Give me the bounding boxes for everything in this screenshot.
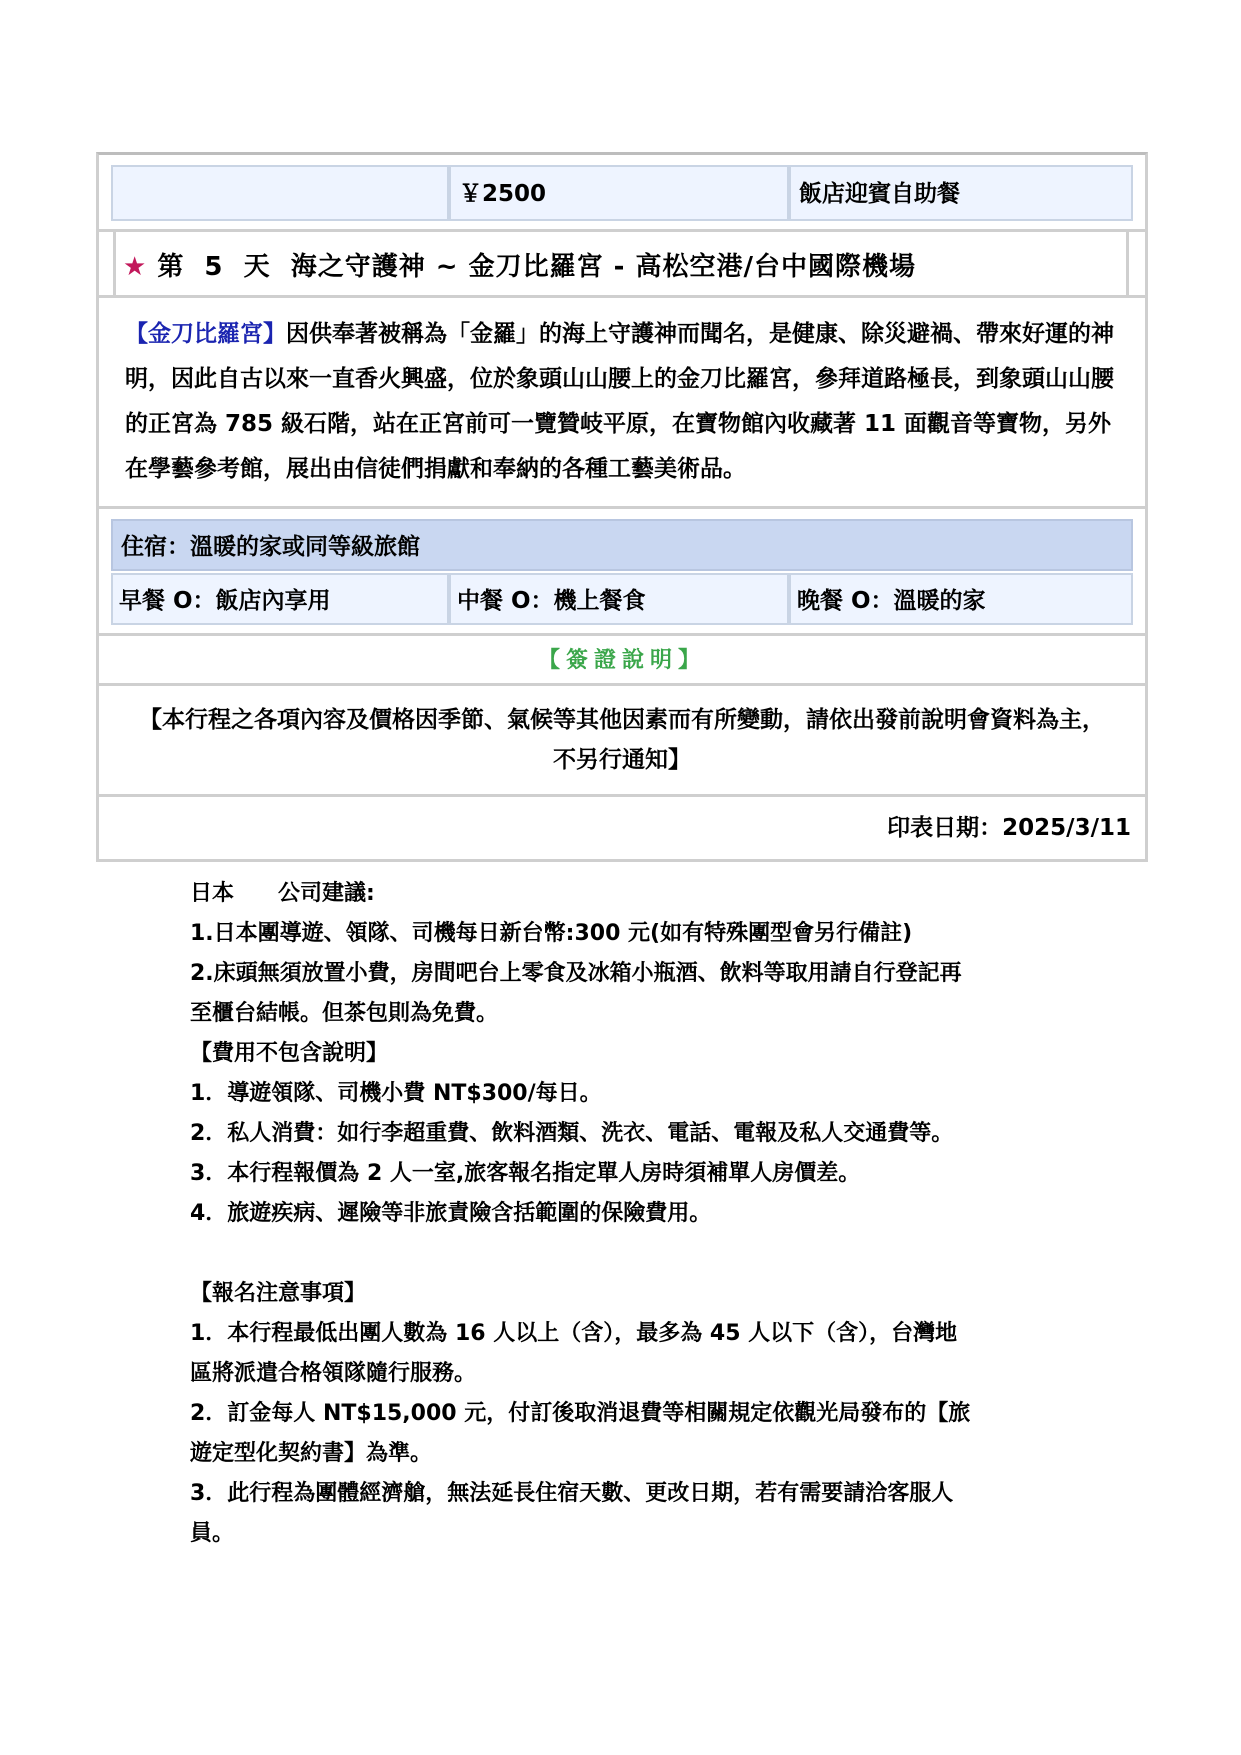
dinner-info: 晚餐 O：溫暖的家 [789,573,1133,625]
day-header-row [99,232,1145,298]
itinerary-table [96,152,1148,862]
note-line: 區將派遣合格領隊隨行服務。 [190,1361,477,1386]
breakfast-info: 早餐 O：飯店內享用 [111,573,449,625]
lodging-info: 住宿：溫暖的家或同等級旅館 [111,519,1133,571]
note-line: 【報名注意事項】 [190,1281,367,1306]
note-line: 2．私人消費：如行李超重費、飲料酒類、洗衣、電話、電報及私人交通費等。 [190,1121,954,1146]
note-line: 3．本行程報價為 2 人一室,旅客報名指定單人房時須補單人房價差。 [190,1161,861,1186]
price-row [99,155,1145,232]
visa-heading: 【簽證說明】 [99,636,1145,686]
price-cell-empty [111,165,449,221]
note-line: 2．訂金每人 NT$15,000 元，付訂後取消退費等相關規定依觀光局發布的【旅 [190,1401,971,1426]
note-line: 1.日本團導遊、領隊、司機每日新台幣:300 元(如有特殊團型會另行備註) [190,921,913,946]
day-title-text: 第 5 天 海之守護神 ~ 金刀比羅宮 - 高松空港/台中國際機場 [157,252,916,282]
disclaimer-notice [99,686,1145,797]
notes-section [190,874,1090,1554]
note-line: 至櫃台結帳。但茶包則為免費。 [190,1001,499,1026]
lunch-info: 中餐 O：機上餐食 [449,573,789,625]
meals-row [111,573,1133,625]
note-line: 4．旅遊疾病、遲險等非旅責險含括範圍的保險費用。 [190,1201,712,1226]
price-cell: ￥2500 [449,165,789,221]
attraction-name: 【金刀比羅宮】 [125,321,286,347]
print-date: 印表日期：2025/3/11 [887,815,1131,841]
star-icon: ★ [123,252,148,282]
note-line: 遊定型化契約書】為準。 [190,1441,433,1466]
lodging-meals-row [99,509,1145,636]
note-line: 1．本行程最低出團人數為 16 人以上（含），最多為 45 人以下（含），台灣地 [190,1321,958,1346]
note-line: 【費用不包含說明】 [190,1041,389,1066]
attraction-description [99,298,1145,509]
day-title [123,246,916,283]
note-line: 日本 公司建議: [190,881,375,906]
notice-line-1: 【本行程之各項內容及價格因季節、氣候等其他因素而有所變動，請依出發前說明會資料為主， [139,707,1105,733]
note-line: 2.床頭無須放置小費，房間吧台上零食及冰箱小瓶酒、飲料等取用請自行登記再 [190,961,962,986]
note-line: 員。 [190,1521,235,1546]
meal-cell: 飯店迎賓自助餐 [789,165,1133,221]
note-line: 1．導遊領隊、司機小費 NT$300/每日。 [190,1081,602,1106]
attraction-text: 因供奉著被稱為「金羅」的海上守護神而聞名，是健康、除災避禍、帶來好運的神明，因此自古以來一直香火興盛，位於象頭山山腰上的金刀比羅宮，參拜道路極長，到象頭山山腰的正宮為 785 級石階，站在正宮前可一覽贊岐平原，在寶物館內收藏著 11 面觀音等寶物，另外在學藝參考館，展出由信徒們捐獻和奉納的各種工藝美術品。 [125,321,1114,482]
notice-line-2: 不另行通知】 [553,747,691,773]
note-line: 3．此行程為團體經濟艙，無法延長住宿天數、更改日期，若有需要請洽客服人 [190,1481,954,1506]
